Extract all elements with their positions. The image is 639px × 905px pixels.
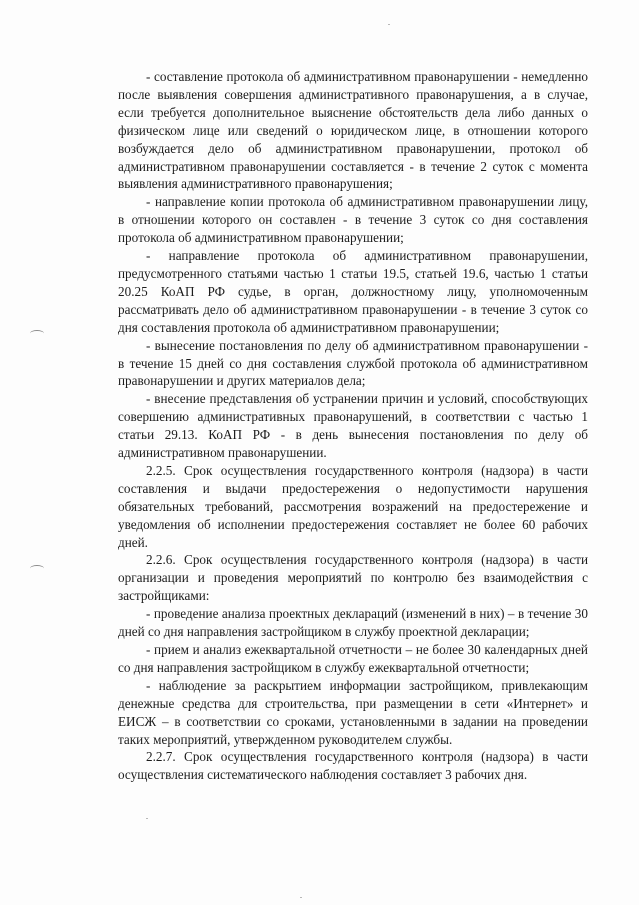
binding-mark (30, 330, 44, 337)
scan-speck (300, 897, 302, 898)
paragraph-protocol-drafting: - составление протокола об административном правонарушении - немедленно после выявления совершения административного правонарушения, а в случае, если требуется дополнительное выяснение обстоятельств дела либо данных о физическом лице или сведений о юридическом лице, в отношении которого возбуждается дело об административном правонарушении, протокол об административном правонарушении составляется - в течение 2 суток с момента выявления административного правонарушения; (118, 69, 588, 192)
paragraph-disclosure-monitoring: - наблюдение за раскрытием информации застройщиком, привлекающим денежные средства для строительства, при размещении в сети «Интернет» и ЕИСЖ – в соответствии со сроками, установленными в задании на проведении таких мероприятий, утвержденном руководителем службы. (118, 677, 588, 747)
paragraph-2-2-6: 2.2.6. Срок осуществления государственного контроля (надзора) в части организации и проведения мероприятий по контролю без взаимодействия с застройщиками: (118, 552, 588, 604)
scan-speck (146, 818, 148, 819)
paragraph-submission: - внесение представления об устранении причин и условий, способствующих совершению административных правонарушений, в соответствии с частью 1 статьи 29.13. КоАП РФ - в день вынесения постановления по делу об административном правонарушении. (118, 391, 588, 461)
document-body (118, 68, 588, 784)
scan-speck (388, 24, 390, 25)
paragraph-2-2-7: 2.2.7. Срок осуществления государственного контроля (надзора) в части осуществления систематического наблюдения составляет 3 рабочих дня. (118, 749, 588, 783)
paragraph-declaration-analysis: - проведение анализа проектных деклараций (изменений в них) – в течение 30 дней со дня направления застройщиком в службу проектной декларации; (118, 606, 588, 640)
paragraph-quarterly-reporting: - прием и анализ ежеквартальной отчетности – не более 30 календарных дней со дня направления застройщиком в службу ежеквартальной отчетности; (118, 642, 588, 675)
binding-mark (30, 565, 44, 572)
paragraph-resolution: - вынесение постановления по делу об административном правонарушении - в течение 15 дней со дня составления службой протокола об административном правонарушении и других материалов дела; (118, 337, 588, 389)
paragraph-2-2-5: 2.2.5. Срок осуществления государственного контроля (надзора) в части составления и выдачи предостережения о недопустимости нарушения обязательных требований, рассмотрения возражений на предостережение и уведомления об исполнении предостережения составляет не более 60 рабочих дней. (118, 462, 588, 550)
paragraph-protocol-copy: - направление копии протокола об административном правонарушении лицу, в отношении которого он составлен - в течение 3 суток со дня составления протокола об административном правонарушении; (118, 194, 588, 246)
paragraph-protocol-transfer: - направление протокола об административном правонарушении, предусмотренного статьями частью 1 статьи 19.5, статьей 19.6, частью 1 статьи 20.25 КоАП РФ судье, в орган, должностному лицу, уполномоченным рассматривать дело об административном правонарушении - в течение 3 суток со дня составления протокола об административном правонарушении; (118, 248, 588, 335)
